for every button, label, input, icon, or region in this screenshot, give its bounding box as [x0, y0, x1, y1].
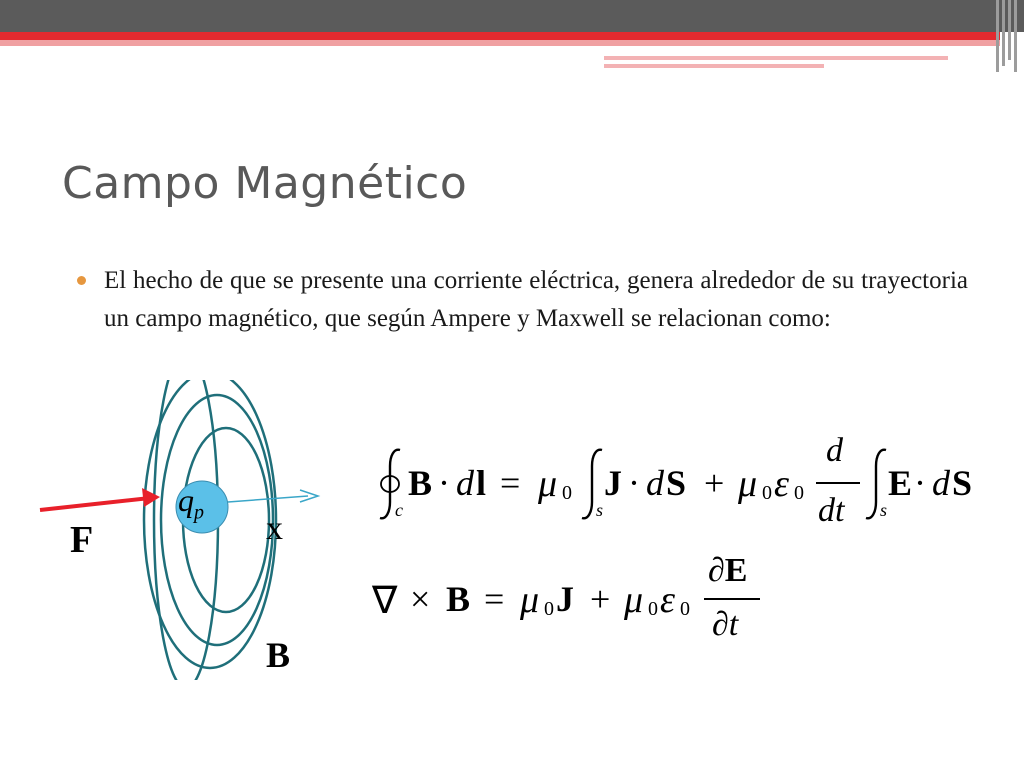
eq1-d-3: d	[932, 463, 950, 503]
magnetic-field-diagram	[0, 380, 360, 680]
eq2-mu-2-sub: 0	[648, 598, 658, 620]
closed-integral-icon	[372, 446, 412, 522]
eq1-S-2: S	[952, 463, 973, 503]
eq2-frac-numerator: ∂E	[708, 552, 748, 589]
eq2-mu-1: μ	[520, 579, 540, 621]
eq1-equals: =	[500, 463, 521, 503]
eq1-mu-2-sub: 0	[762, 482, 772, 504]
eq2-eps-sub: 0	[680, 598, 690, 620]
eq1-l: l	[476, 463, 487, 503]
eq1-mu-2: μ	[738, 463, 758, 505]
eq2-equals: =	[484, 579, 505, 619]
header-bar-pink	[0, 40, 1000, 46]
eq1-B: B	[408, 463, 433, 503]
bullet-icon	[77, 276, 86, 285]
eq2-mu-1-sub: 0	[544, 598, 554, 620]
eq1-S: S	[666, 463, 687, 503]
eq2-frac-denominator: ∂t	[712, 606, 739, 643]
eq1-frac-bar	[816, 482, 860, 484]
eq2-mu-2: μ	[624, 579, 644, 621]
header-bar-gray	[0, 0, 1024, 32]
eq1-eps-sub: 0	[794, 482, 804, 504]
eq1-J: J	[604, 463, 622, 503]
eq1-dot-1: ·	[438, 463, 450, 503]
bullet-text: El hecho de que se presente una corriente eléctrica, genera alrededor de su trayectoria un campo magnético, que según Ampere y Maxwell se relacionan como:	[104, 267, 968, 332]
header-bar-red	[0, 32, 1000, 40]
eq2-eps: ε	[660, 579, 675, 621]
eq1-dot-2: ·	[628, 463, 640, 503]
eq1-frac-numerator: d	[826, 432, 843, 469]
eq2-nabla: ∇	[372, 580, 398, 622]
eq1-frac-denominator: dt	[818, 492, 845, 529]
eq1-d-2: d	[646, 463, 664, 503]
force-arrow-line	[40, 498, 150, 510]
header-vertical-lines	[992, 0, 1024, 72]
eq2-cross: ×	[410, 579, 431, 619]
force-label: F	[70, 519, 94, 561]
surface-subscript-2: s	[880, 500, 888, 520]
loop-subscript: c	[395, 500, 403, 520]
slide-title: Campo Magnético	[62, 158, 468, 209]
eq1-E: E	[888, 463, 913, 503]
eq2-B: B	[446, 579, 471, 619]
surface-subscript-1: s	[596, 500, 604, 520]
x-label: x	[266, 510, 283, 547]
eq1-dot-3: ·	[914, 463, 926, 503]
eq1-plus: +	[704, 463, 725, 503]
eq2-plus: +	[590, 579, 611, 619]
header-accent-line-short	[604, 64, 824, 68]
field-label: B	[266, 635, 291, 675]
charge-label: $q_p$	[178, 482, 204, 524]
eq1-mu-1-sub: 0	[562, 482, 572, 504]
eq1-mu-1: μ	[538, 463, 558, 505]
eq1-eps: ε	[774, 463, 789, 505]
force-arrow-head	[142, 488, 160, 507]
eq2-frac-bar	[704, 598, 760, 600]
eq2-J: J	[556, 579, 574, 619]
header-accent-line	[604, 56, 948, 60]
eq1-d-1: d	[456, 463, 474, 503]
